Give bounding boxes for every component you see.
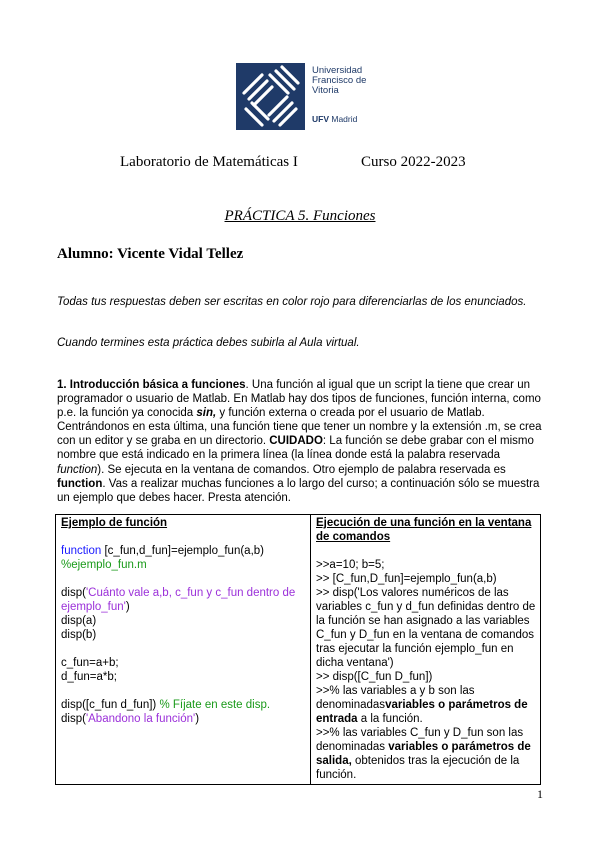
column-header: Ejecución de una función en la ventana de comandos bbox=[316, 517, 532, 543]
code-line: disp(b) bbox=[61, 629, 97, 641]
campus-label: UFV Madrid bbox=[312, 114, 358, 124]
command-line: >>% las variables a y b son las denominadasvariables o parámetros de entrada a la función. bbox=[316, 685, 528, 725]
code-line: disp(a) bbox=[61, 615, 97, 627]
section-heading: 1. Introducción básica a funciones bbox=[57, 379, 246, 391]
course-header: Curso 2022-2023 bbox=[361, 154, 466, 170]
instruction-text: Cuando termines esta práctica debes subirla al Aula virtual. bbox=[57, 337, 360, 349]
command-line: >> disp([C_fun D_fun]) bbox=[316, 671, 433, 683]
code-line: disp('Cuánto vale a,b, c_fun y c_fun dentro de ejemplo_fun') bbox=[61, 587, 296, 613]
command-line: >> disp('Los valores numéricos de las variables c_fun y d_fun definidas dentro de la función se han asignado a las variables C_fun y D_fun en la ventana de comandos tras ejecutar la función ejemplo_fun en dicha ventana') bbox=[316, 587, 536, 669]
code-line: c_fun=a+b; bbox=[61, 657, 119, 669]
example-table bbox=[55, 514, 541, 785]
university-name: Universidad Francisco de Vitoria bbox=[312, 65, 367, 96]
lab-header: Laboratorio de Matemáticas I bbox=[120, 154, 298, 170]
ufv-logo-mark bbox=[236, 63, 305, 130]
section-1-paragraph: 1. Introducción básica a funciones. Una función al igual que un script la tiene que crear un programador o usuario de Matlab. En Matlab hay dos tipos de funciones, función interna, como p.e. la función ya conocida sin, y función externa o creada por el usuario de Matlab. Centrándonos en esta última, una función tiene que tener un nombre y la extensión .m, se crea con un editor y se graba en un directorio. CUIDADO: La función se debe grabar con el mismo nombre que está indicado en la primera línea (la línea donde está la palabra reservada function). Se ejecuta en la ventana de comandos. Otro ejemplo de palabra reservada es function. Vas a realizar muchas funciones a lo largo del curso; a continuación sólo se muestra un ejemplo que debes hacer. Presta atención. bbox=[57, 379, 542, 504]
page-title: PRÁCTICA 5. Funciones bbox=[224, 208, 376, 224]
command-line: >>% las variables C_fun y D_fun son las denominadas variables o parámetros de salida, obtenidos tras la ejecución de la función. bbox=[316, 727, 531, 781]
code-column bbox=[56, 515, 311, 785]
code-line: function [c_fun,d_fun]=ejemplo_fun(a,b) bbox=[61, 545, 264, 557]
student-name: Alumno: Vicente Vidal Tellez bbox=[57, 246, 244, 262]
code-line: disp('Abandono la función') bbox=[61, 713, 200, 725]
column-header: Ejemplo de función bbox=[61, 517, 168, 529]
code-line: d_fun=a*b; bbox=[61, 671, 117, 683]
instruction-text: Todas tus respuestas deben ser escritas en color rojo para diferenciarlas de los enunciados. bbox=[57, 296, 527, 308]
page-number: 1 bbox=[537, 787, 543, 801]
code-line: disp([c_fun d_fun]) % Fíjate en este disp. bbox=[61, 699, 271, 711]
command-line: >> [C_fun,D_fun]=ejemplo_fun(a,b) bbox=[316, 573, 497, 585]
code-comment: %ejemplo_fun.m bbox=[61, 559, 147, 571]
command-line: >>a=10; b=5; bbox=[316, 559, 385, 571]
execution-column bbox=[311, 515, 541, 785]
